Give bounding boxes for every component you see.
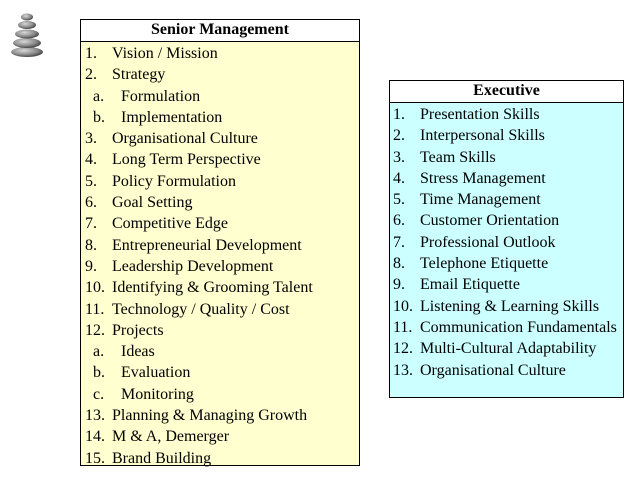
senior-management-list: [81, 42, 359, 469]
list-item: [81, 235, 359, 256]
item-text: Entrepreneurial Development: [112, 236, 302, 254]
item-text: Vision / Mission: [112, 45, 218, 62]
item-number: b.: [93, 108, 105, 126]
list-item: [390, 232, 623, 253]
item-text: Multi-Cultural Adaptability: [420, 340, 597, 358]
item-text: Communication Fundamentals: [420, 318, 617, 336]
list-item: [81, 171, 359, 192]
item-text: Leadership Development: [112, 257, 274, 275]
executive-list: [390, 103, 623, 381]
item-number: 6.: [85, 194, 97, 212]
list-item: [81, 256, 359, 277]
item-number: c.: [93, 385, 105, 403]
item-text: Brand Building: [112, 449, 212, 467]
item-text: Planning & Managing Growth: [112, 407, 308, 425]
item-text: Formulation: [121, 87, 201, 105]
item-number: 2.: [85, 66, 97, 84]
item-text: Technology / Quality / Cost: [112, 300, 290, 318]
item-number: 1.: [85, 45, 97, 62]
list-item: [81, 426, 359, 447]
executive-title: Executive: [390, 81, 623, 103]
item-text: Listening & Learning Skills: [420, 297, 600, 315]
item-number: 13.: [393, 361, 413, 379]
item-text: Customer Orientation: [420, 212, 560, 230]
item-number: 2.: [393, 127, 405, 145]
item-text: Professional Outlook: [420, 233, 556, 251]
item-number: 5.: [393, 191, 405, 209]
item-number: 12.: [85, 321, 105, 339]
list-item: [390, 189, 623, 210]
list-item: [390, 253, 623, 274]
item-number: 6.: [393, 212, 405, 230]
list-item: [81, 128, 359, 149]
list-item: [81, 320, 359, 341]
item-text: Strategy: [112, 66, 166, 84]
item-text: Monitoring: [121, 385, 194, 403]
item-number: 10.: [85, 279, 105, 297]
item-text: Goal Setting: [112, 194, 193, 212]
item-number: 15.: [85, 449, 105, 467]
item-text: Organisational Culture: [112, 130, 258, 148]
list-item: [390, 296, 623, 317]
item-text: Identifying & Grooming Talent: [112, 279, 313, 297]
item-number: 12.: [393, 340, 413, 358]
senior-management-box: [80, 19, 360, 466]
list-item: [390, 274, 623, 295]
item-number: 7.: [393, 233, 405, 251]
item-number: a.: [93, 343, 105, 361]
item-text: Interpersonal Skills: [420, 127, 545, 145]
list-item: [81, 448, 359, 469]
list-subitem: [81, 107, 359, 128]
item-number: 11.: [393, 318, 413, 336]
list-item: [81, 192, 359, 213]
item-text: Long Term Perspective: [112, 151, 261, 169]
item-number: 3.: [393, 148, 405, 166]
item-number: a.: [93, 87, 105, 105]
item-number: 9.: [393, 276, 405, 294]
senior-management-title: Senior Management: [81, 20, 359, 42]
list-subitem: [81, 362, 359, 383]
item-text: Implementation: [121, 108, 223, 126]
list-subitem: [81, 384, 359, 405]
item-text: Policy Formulation: [112, 172, 236, 190]
item-number: 1.: [393, 106, 405, 123]
item-text: Time Management: [420, 191, 541, 209]
item-text: Team Skills: [420, 148, 496, 166]
list-item: [390, 168, 623, 189]
list-item: [390, 104, 623, 125]
item-number: b.: [93, 364, 105, 382]
list-item: [390, 338, 623, 359]
item-number: 10.: [393, 297, 413, 315]
item-text: Stress Management: [420, 169, 546, 187]
item-text: Evaluation: [121, 364, 191, 382]
list-item: [81, 405, 359, 426]
item-number: 14.: [85, 428, 105, 446]
list-item: [390, 317, 623, 338]
list-item: [390, 360, 623, 381]
item-number: 9.: [85, 257, 97, 275]
item-text: Competitive Edge: [112, 215, 228, 233]
list-item: [81, 213, 359, 234]
item-text: M & A, Demerger: [112, 428, 230, 446]
item-number: 7.: [85, 215, 97, 233]
item-number: 11.: [85, 300, 105, 318]
list-item: [81, 149, 359, 170]
list-subitem: [81, 341, 359, 362]
item-text: Ideas: [121, 343, 155, 361]
item-text: Organisational Culture: [420, 361, 566, 379]
list-item: [390, 210, 623, 231]
list-item: [390, 125, 623, 146]
item-number: 4.: [393, 169, 405, 187]
list-item: [81, 299, 359, 320]
item-number: 3.: [85, 130, 97, 148]
list-item: [81, 277, 359, 298]
executive-box: [389, 80, 624, 398]
list-subitem: [81, 86, 359, 107]
item-number: 4.: [85, 151, 97, 169]
item-text: Email Etiquette: [420, 276, 520, 294]
item-number: 13.: [85, 407, 105, 425]
item-text: Presentation Skills: [420, 106, 540, 123]
list-item: [81, 43, 359, 64]
item-number: 5.: [85, 172, 97, 190]
item-text: Telephone Etiquette: [420, 255, 549, 273]
item-number: 8.: [85, 236, 97, 254]
list-item: [81, 64, 359, 85]
list-item: [390, 147, 623, 168]
item-text: Projects: [112, 321, 164, 339]
stacked-stones-icon: [8, 6, 46, 58]
item-number: 8.: [393, 255, 405, 273]
